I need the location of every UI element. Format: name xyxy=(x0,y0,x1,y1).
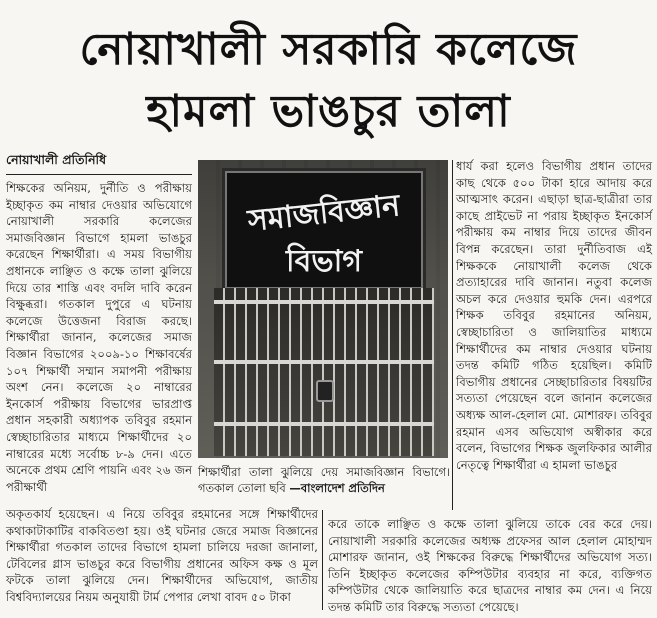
article-column-bottom-left xyxy=(6,506,318,606)
article-column-bottom-right xyxy=(328,516,652,616)
article-text-bottom-left: অকৃতকার্য হয়েছেন। এ নিয়ে তবিবুর রহমানের সঙ্গে শিক্ষার্থীদের কথাকাটাকাটির বাকবিতণ্ডা হয়। ওই ঘটনার জেরে সমাজ বিজ্ঞানের শিক্ষার্থীরা গতকাল তাদের বিভাগে হামলা চালিয়ে দরজা জানালা, টেবিলের গ্লাস ভাঙচুর করে বিভাগীয় প্রধানের অফিস কক্ষ ও মূল ফটকে তালা ঝুলিয়ে দেন। শিক্ষার্থীদের অভিযোগ, জাতীয় বিশ্ববিদ্যালয়ের নিয়ম অনুযায়ী টার্ম পেপার লেখা বাবদ ৫০ টাকা xyxy=(6,507,318,604)
gate-bar xyxy=(214,360,434,364)
department-sign xyxy=(222,168,426,292)
article-text-right: ধার্য করা হলেও বিভাগীয় প্রধান তাদের কাছ থেকে ৫০০ টাকা হারে আদায় করে আত্মসাৎ করেন। এছাড়া ছাত্র-ছাত্রীরা তার কাছে প্রাইভেট না পরায় ইচ্ছাকৃত ইনকোর্স পরীক্ষায় কম নাম্বার দিয়ে তাদের জীবন বিপন্ন করেছেন। তারা দুর্নীতিবাজ এই শিক্ষককে নোয়াখালী কলেজ থেকে প্রত্যাহারের দাবি জানান। নতুবা কলেজ অচল করে দেওয়ার হুমকি দেন। এরপরে শিক্ষক তবিবুর রহমানের অনিয়ম, স্বেচ্ছাচারিতা ও জালিয়াতির মাধ্যমে শিক্ষার্থীদের কম নাম্বার দেওয়ার ঘটনায় তদন্ত কমিটি গঠিত হয়েছিল। কমিটি বিভাগীয় প্রধানের সেচ্ছাচারিতার বিষয়টির সত্যতা পেয়েছেন বলে জানান কলেজের অধ্যক্ষ আল-হেলাল মো. মোশারফ। তবিবুর রহমান এসব অভিযোগ অস্বীকার করে বলেন, বিভাগের শিক্ষক জুলফিকার আলীর নেতৃত্বে শিক্ষার্থীরা এ হামলা ভাঙচুর xyxy=(456,159,652,472)
padlock-icon xyxy=(316,380,334,402)
column-divider xyxy=(452,160,453,510)
headline-line-2: হামলা ভাঙচুর তালা xyxy=(146,86,511,137)
article-text-bottom-right: করে তাকে লাঞ্ছিত ও কক্ষে তালা ঝুলিয়ে তাকে বের করে দেয়। নোয়াখালী সরকারি কলেজের অধ্যক্ষ প্রফেসর আল হেলাল মোহাম্মদ মোশারফ জানান, ওই শিক্ষকের বিরুদ্ধে শিক্ষার্থীদের অভিযোগ সত্য। তিনি ইচ্ছাকৃত কলেজের কম্পিউটার ব্যবহার না করে, ব্যক্তিগত কম্পিউটার থেকে জালিয়াতি করে ছাত্রদের নাম্বার কম দেন। এ নিয়ে তদন্ত কমিটি তার বিরুদ্ধে সত্যতা পেয়েছে। xyxy=(328,517,652,614)
column-divider xyxy=(322,510,323,610)
sign-text-line-1: সমাজবিজ্ঞান xyxy=(246,188,402,239)
photo-caption xyxy=(198,464,450,496)
headline-line-1: নোয়াখালী সরকারি কলেজে xyxy=(79,24,578,75)
article-column-right xyxy=(456,158,652,473)
gate-bar xyxy=(214,300,434,304)
gate-bar xyxy=(214,422,434,426)
news-photo xyxy=(198,160,448,458)
caption-credit: —বাংলাদেশ প্রতিদিন xyxy=(289,481,385,495)
byline: নোয়াখালী প্রতিনিধি xyxy=(6,152,192,175)
article-text-left: শিক্ষকের অনিয়ম, দুর্নীতি ও পরীক্ষায় ইচ্ছাকৃত কম নাম্বার দেওয়ার অভিযোগে নোয়াখালী সরকারি কলেজের সমাজবিজ্ঞান বিভাগে হামলা ভাঙচুর করেছেন শিক্ষার্থীরা। এ সময় বিভাগীয় প্রধানকে লাঞ্ছিত ও কক্ষে তালা ঝুলিয়ে দিয়ে তার শাস্তি এবং বদলি দাবি করেন বিক্ষুব্ধরা। গতকাল দুপুরে এ ঘটনায় কলেজে উত্তেজনা বিরাজ করছে। শিক্ষার্থীরা জানান, কলেজের সমাজ বিজ্ঞান বিভাগের ২০০৯-১০ শিক্ষাবর্ষের ১০৭ শিক্ষার্থী সম্মান সমাপনী পরীক্ষায় অংশ নেন। কলেজে ২০ নাম্বারের ইনকোর্স পরীক্ষায় বিভাগের ভারপ্রাপ্ত প্রধান সহকারী অধ্যাপক তবিবুর রহমান স্বেচ্ছাচারিতার মাধ্যমে শিক্ষার্থীদের ২০ নাম্বারের মধ্যে সর্বোচ্চ ৮-৯ দেন। এতে অনেকে প্রথম শ্রেণি পায়নি এবং ২৬ জন পরীক্ষার্থী xyxy=(6,181,192,494)
article-column-left xyxy=(6,180,192,495)
caption-text: শিক্ষার্থীরা তালা ঝুলিয়ে দেয় সমাজবিজ্ঞান বিভাগে। গতকাল তোলা ছবি xyxy=(198,465,450,495)
sign-text-line-2: বিভাগ xyxy=(286,244,362,279)
locked-gate xyxy=(214,288,434,456)
